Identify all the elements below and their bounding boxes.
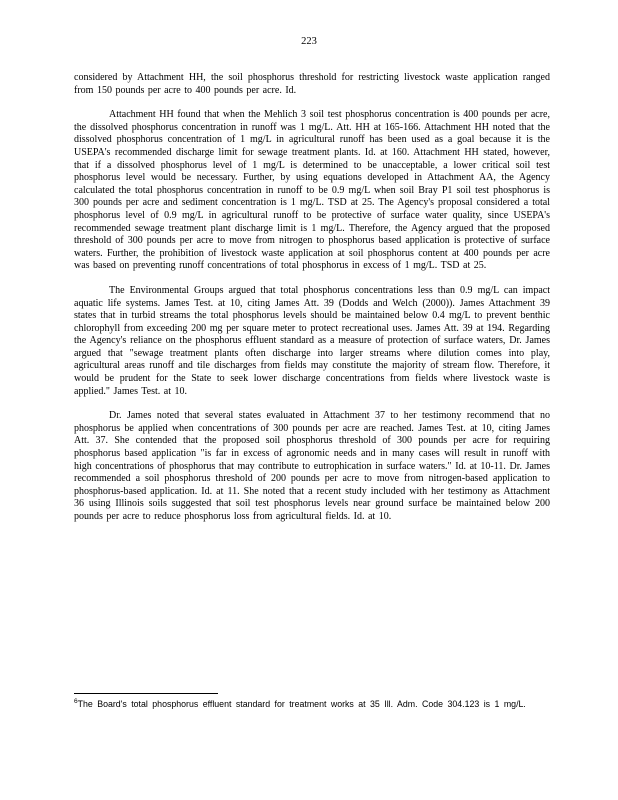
paragraph-4: Dr. James noted that several states evaluated in Attachment 37 to her testimony recommend that no phosphorus be applied when concentrations of 300 pounds per acre are reached. James Test. at 10, citing James Att. 37. She contended that the proposed soil phosphorus threshold of 300 pounds per acre for requiring phosphorus based application "is far in excess of agronomic needs and in many cases will result in runoff with high concentrations of phosphorus that may contribute to eutrophication in surface waters." Id. at 10-11. Dr. James recommended a soil phosphorus threshold of 200 pounds per acre to move from nitrogen-based application to phosphorus-based application. Id. at 11. She noted that a recent study included with her testimony as Attachment 36 using Illinois soils suggested that soil test phosphorus levels near ground surface be maintained below 200 pounds per acre to reduce phosphorus loss from agricultural fields. Id. at 10. (74, 410, 550, 522)
paragraph-1: considered by Attachment HH, the soil phosphorus threshold for restricting livestock waste application ranged from 150 pounds per acre to 400 pounds per acre. Id. (74, 72, 550, 96)
footnote-separator (74, 693, 218, 694)
paragraph-2: Attachment HH found that when the Mehlich 3 soil test phosphorus concentration is 400 pounds per acre, the dissolved phosphorus concentration in runoff was 1 mg/L. Att. HH at 165-166. Attachment HH noted that the dissolved phosphorus concentration of 1 mg/L in agricultural runoff has been used as a goal because it is the USEPA's recommended discharge limit for sewage treatment plants. Id. at 160. Attachment HH stated, however, that if a dissolved phosphorus level of 1 mg/L is determined to be unacceptable, a lower critical soil test phosphorus level would be necessary. Further, by using equations developed in Attachment AA, the Agency calculated the total phosphorus concentration in runoff to be 0.9 mg/L when soil Bray P1 soil test phosphorus is 300 pounds per acre and sediment concentration is 1 mg/L. TSD at 25. The Agency's proposal considered a total phosphorus level of 0.9 mg/L in agricultural runoff to be protective of surface water quality, since USEPA's recommended sewage treatment plant discharge limit is 1 mg/L. Therefore, the Agency argued that the proposed threshold of 300 pounds per acre to move from nitrogen to phosphorus based application is protective of surface waters. Further, the prohibition of livestock waste application at soil phosphorus content at 400 pounds per acre was based on preventing runoff concentrations of total phosphorus in excess of 1 mg/L. TSD at 25. (74, 109, 550, 272)
body-text (74, 72, 550, 536)
footnote-marker: 6 (74, 698, 78, 706)
footnote-text: The Board's total phosphorus effluent standard for treatment works at 35 Ill. Adm. Code 304.123 is 1 mg/L. (77, 699, 526, 709)
page-number: 223 (301, 36, 317, 47)
footnote (74, 699, 530, 711)
paragraph-3: The Environmental Groups argued that total phosphorus concentrations less than 0.9 mg/L can impact aquatic life systems. James Test. at 10, citing James Att. 39 (Dodds and Welch (2000)). James Attachment 39 states that in turbid streams the total phosphorus levels should be maintained below 0.4 mg/L to prevent benthic chlorophyll from exceeding 200 mg per square meter to protect recreational uses. James Att. 39 at 194. Regarding the Agency's reliance on the phosphorus effluent standard as a measure of protection of surface waters, Dr. James argued that "sewage treatment plants often discharge into larger streams where dilution comes into play, agricultural areas runoff and tile discharges from fields may constitute the majority of stream flow. Therefore, it would be prudent for the State to seek lower discharge concentrations from fields where livestock waste is applied." James Test. at 10. (74, 284, 550, 397)
